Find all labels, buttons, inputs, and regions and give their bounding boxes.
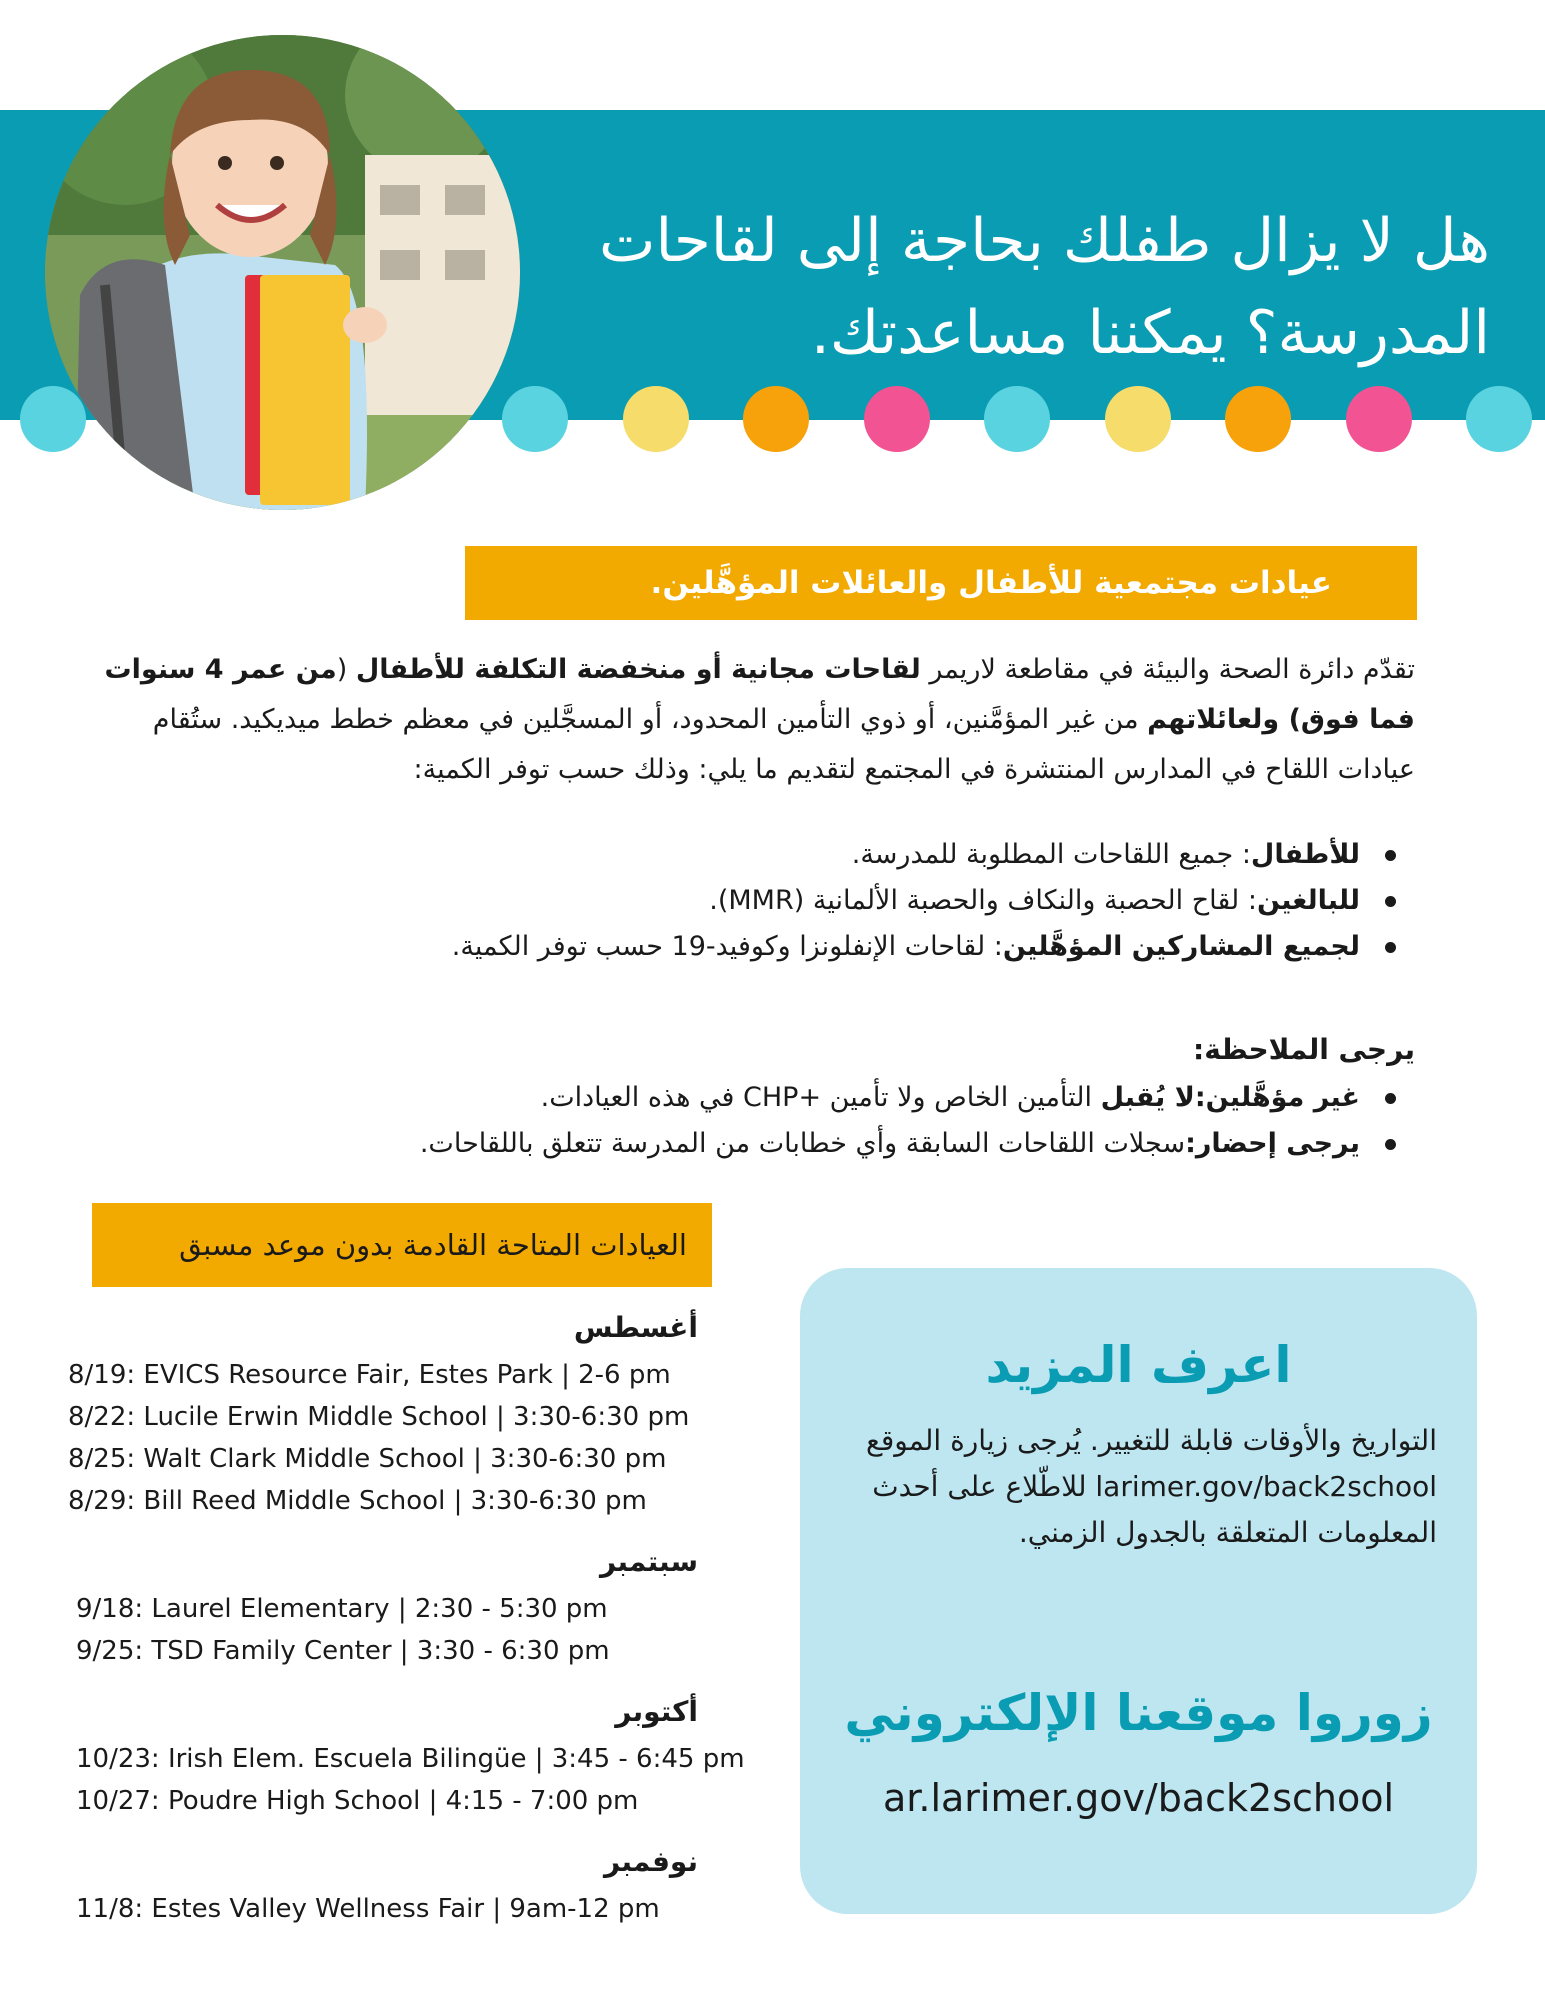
list-item [100,832,1400,878]
intro-text-3: من غير المؤمَّنين، أو ذوي التأمين المحدود، أو المسجَّلين في معظم خطط ميديكيد. ستُقام عيادات اللقاح في المدارس المنتشرة في المجتمع لتقديم ما يلي: وذلك حسب توفر الكمية: [152,704,1415,785]
offer-label: لجميع المشاركين المؤهَّلين [1002,931,1360,962]
intro-text-1: تقدّم دائرة الصحة والبيئة في مقاطعة لاريمر [920,654,1415,685]
offer-text: : جميع اللقاحات المطلوبة للمدرسة. [851,839,1251,870]
list-item [100,878,1400,924]
month-group-august [68,1302,728,1522]
event-item: 8/19: EVICS Resource Fair, Estes Park | 2-6 pm [68,1360,671,1390]
event-item: 10/27: Poudre High School | 4:15 - 7:00 pm [76,1786,639,1816]
list-item [100,1075,1400,1121]
card-text: التواريخ والأوقات قابلة للتغيير. يُرجى زيارة الموقع larimer.gov/back2school للاطّلاع على أحدث المعلومات المتعلقة بالجدول الزمني. [865,1424,1437,1549]
event-item: 8/25: Walt Clark Middle School | 3:30-6:30 pm [68,1444,667,1474]
note-label: يرجى إحضار: [1185,1128,1360,1159]
offer-text: : لقاح الحصبة والنكاف والحصبة الألمانية (MMR). [709,885,1257,916]
list-item [100,1121,1400,1167]
offer-label: للأطفال [1250,839,1360,870]
month-heading: سبتمبر [599,1545,698,1578]
intro-paragraph [75,645,1415,795]
offers-list [100,832,1400,970]
intro-text-2: ( [336,654,356,685]
info-card [800,1268,1477,1914]
event-item: 8/22: Lucile Erwin Middle School | 3:30-6:30 pm [68,1402,690,1432]
note-bold: لا يُقبل [1100,1082,1195,1113]
note-label: غير مؤهَّلين: [1194,1082,1360,1113]
month-heading: أغسطس [573,1311,698,1344]
offer-label: للبالغين [1256,885,1360,916]
month-heading: نوفمبر [603,1845,698,1878]
month-group-november [68,1836,728,1930]
month-group-september [68,1536,728,1672]
title-line-1: هل لا يزال طفلك بحاجة إلى لقاحات [598,206,1490,276]
section-banner: عيادات مجتمعية للأطفال والعائلات المؤهَّلين. [465,546,1417,620]
note-text: سجلات اللقاحات السابقة وأي خطابات من المدرسة تتعلق باللقاحات. [419,1128,1186,1159]
child-photo-illustration [45,35,520,510]
month-heading: أكتوبر [615,1695,698,1728]
intro-bold-2: من عمر 4 سنوات فما فوق) ولعائلاتهم [104,654,1415,735]
list-item [100,924,1400,970]
event-item: 10/23: Irish Elem. Escuela Bilingüe | 3:45 - 6:45 pm [76,1744,745,1774]
note-list [100,1075,1400,1167]
title-line-2: المدرسة؟ يمكننا مساعدتك. [810,298,1490,368]
month-group-october [68,1686,745,1822]
clinics-banner: العيادات المتاحة القادمة بدون موعد مسبق [92,1203,712,1287]
clinic-schedule [68,1302,745,1944]
note-text: التأمين الخاص ولا تأمين +CHP في هذه العيادات. [540,1082,1101,1113]
event-item: 8/29: Bill Reed Middle School | 3:30-6:30 pm [68,1486,647,1516]
page-title [490,195,1490,379]
event-item: 9/18: Laurel Elementary | 2:30 - 5:30 pm [76,1594,608,1624]
event-item: 11/8: Estes Valley Wellness Fair | 9am-12 pm [76,1894,660,1924]
event-item: 9/25: TSD Family Center | 3:30 - 6:30 pm [76,1636,610,1666]
offer-text: : لقاحات الإنفلونزا وكوفيد-19 حسب توفر الكمية. [451,931,1003,962]
note-heading: يرجى الملاحظة: [1193,1033,1415,1066]
intro-bold-1: لقاحات مجانية أو منخفضة التكلفة للأطفال [355,654,921,685]
website-link[interactable]: ar.larimer.gov/back2school [882,1776,1395,1820]
child-photo [45,35,520,510]
card-title: اعرف المزيد [985,1336,1292,1394]
card-visit-heading: زوروا موقعنا الإلكتروني [844,1684,1433,1742]
